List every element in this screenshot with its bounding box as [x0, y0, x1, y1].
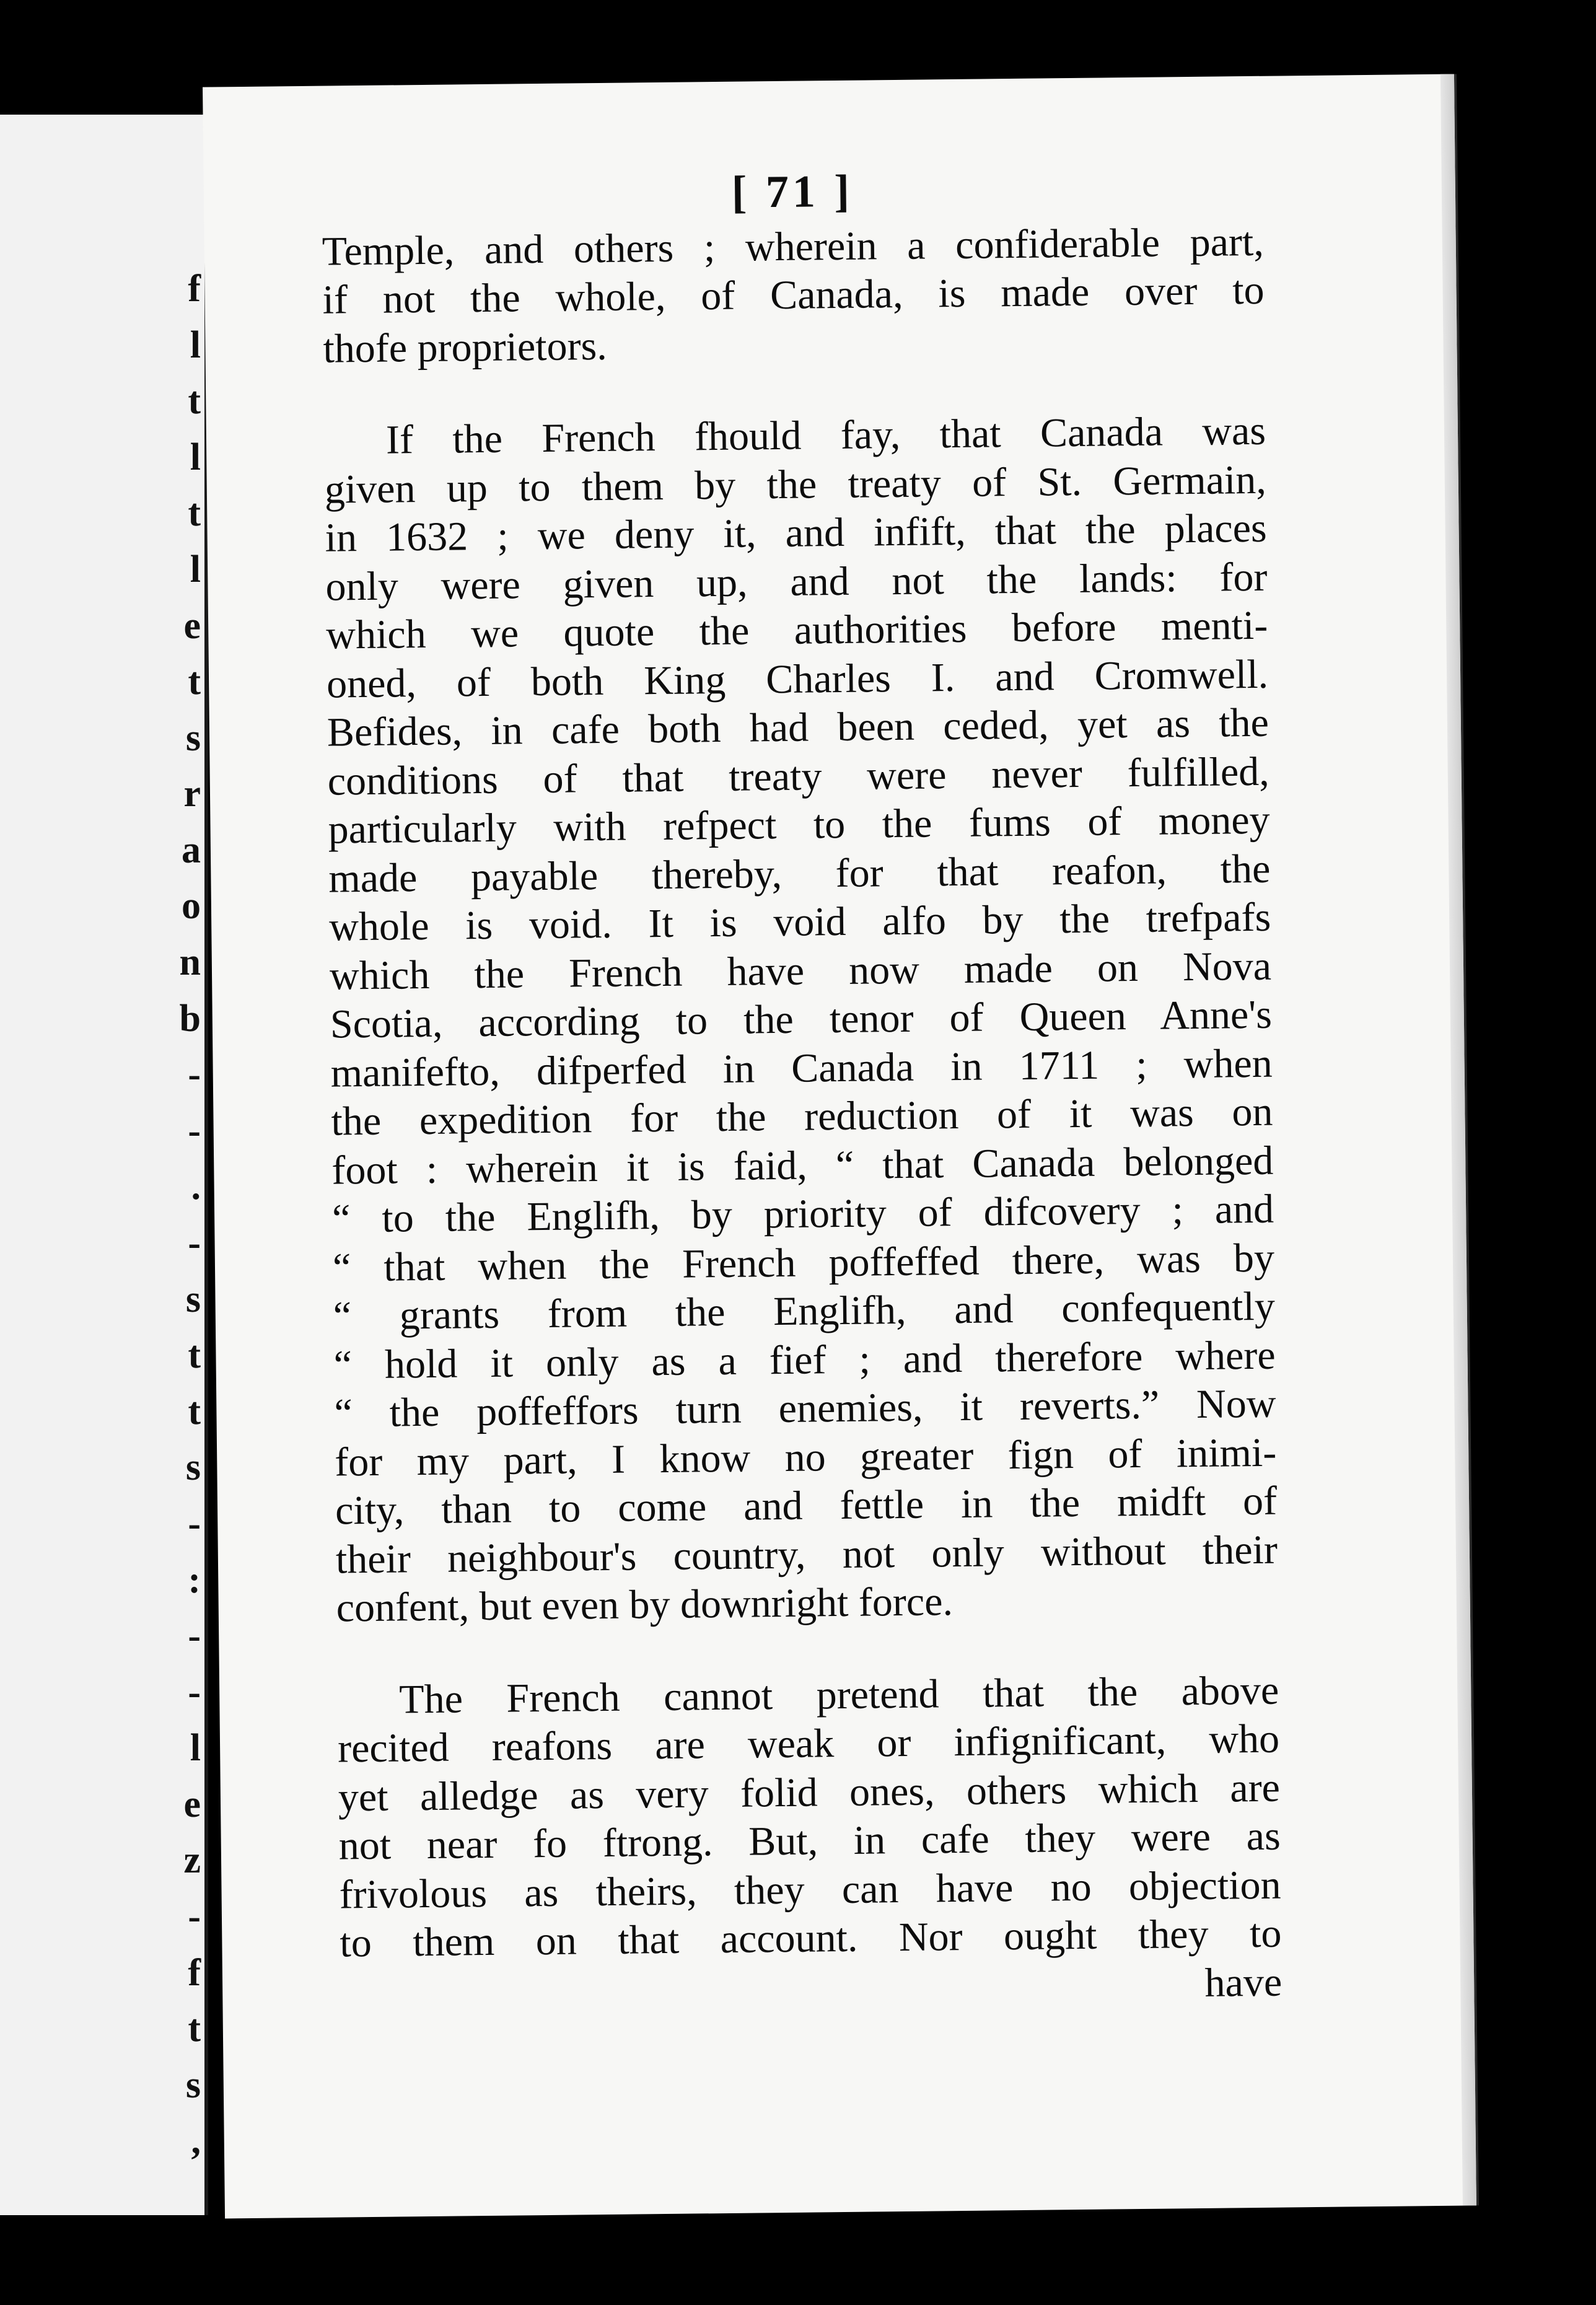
text-line: foot : wherein it is faid, “ that Canada belonged [331, 1138, 1274, 1193]
text-line: yet alledge as very folid ones, others which are [338, 1765, 1281, 1820]
previous-page-glyph: s [185, 1278, 201, 1320]
previous-page-glyph: - [188, 1109, 201, 1152]
book-page [203, 74, 1476, 2219]
previous-page-glyph: : [188, 1558, 201, 1601]
previous-page-glyph: f [188, 1951, 201, 1994]
previous-page-glyph: a [182, 828, 201, 871]
previous-page-glyph: - [188, 1671, 201, 1713]
text-line: Temple, and others ; wherein a confiderable part, [322, 219, 1265, 274]
text-line: the expedition for the reduction of it was on [331, 1089, 1273, 1144]
text-line: “ hold it only as a fief ; and therefore where [333, 1332, 1276, 1388]
previous-page-glyph: t [188, 380, 201, 423]
previous-page-glyph: e [183, 604, 201, 647]
text-line: particularly with refpect to the fums of money [328, 797, 1270, 853]
text-line: for my part, I know no greater fign of inimi- [334, 1429, 1277, 1485]
previous-page-glyph: l [190, 436, 201, 478]
text-line: thofe proprietors. [323, 323, 608, 372]
page-text-block [321, 163, 1282, 2017]
previous-page-glyph: t [188, 1390, 201, 1433]
paragraph [337, 1666, 1282, 1968]
previous-page-glyph: - [188, 1615, 201, 1657]
previous-page-glyph: t [188, 2008, 201, 2050]
text-line: only were given up, and not the lands: for [325, 554, 1268, 610]
text-line: The French cannot pretend that the above [398, 1667, 1279, 1722]
text-line: “ grants from the Englifh, and confequently [333, 1283, 1276, 1339]
previous-page-glyph: l [190, 548, 201, 591]
text-line: which we quote the authorities before menti- [325, 602, 1268, 658]
text-line: “ to the Englifh, by priority of difcovery ; and [331, 1186, 1274, 1242]
catchword: have [1204, 1959, 1282, 2006]
text-line: not near fo ftrong. But, in cafe they were as [338, 1813, 1281, 1869]
text-line: Befides, in cafe both had been ceded, yet as the [327, 700, 1269, 755]
previous-page-edge [0, 115, 208, 2215]
text-line: to them on that account. Nor ought they to [340, 1910, 1282, 1966]
page-edge-shadow [1440, 74, 1476, 2206]
text-line: in 1632 ; we deny it, and infift, that the places [325, 505, 1267, 561]
previous-page-glyph: - [188, 1222, 201, 1264]
text-line: “ the poffeffors turn enemies, it reverts.” Now [334, 1381, 1276, 1436]
previous-page-glyph: t [188, 1334, 201, 1377]
text-line: whole is void. It is void alfo by the trefpafs [328, 894, 1271, 950]
text-line: made payable thereby, for that reafon, the [328, 846, 1271, 902]
text-line: given up to them by the treaty of St. Germain, [324, 457, 1267, 512]
previous-page-glyph: - [188, 1053, 201, 1096]
paragraphs-container [322, 217, 1281, 1968]
text-line: which the French have now made on Nova [329, 943, 1272, 999]
previous-page-glyph: o [182, 885, 201, 928]
previous-page-glyph: l [190, 1727, 201, 1770]
text-line: frivolous as theirs, they can have no objection [339, 1862, 1281, 1918]
previous-page-glyph: n [179, 941, 201, 984]
previous-page-glyph: s [185, 1446, 201, 1489]
previous-page-glyph: - [188, 1502, 201, 1545]
text-line: their neighbour's country, not only without their [335, 1527, 1278, 1583]
text-line: oned, of both King Charles I. and Cromwell. [326, 651, 1269, 707]
text-line: conditions of that treaty were never fulfilled, [327, 749, 1270, 804]
paragraph [322, 217, 1265, 373]
previous-page-glyph: t [188, 661, 201, 703]
text-line: if not the whole, of Canada, is made over to [322, 267, 1265, 323]
previous-page-glyph: f [188, 268, 201, 310]
previous-page-glyph: . [191, 1166, 201, 1208]
previous-page-glyph: b [179, 997, 201, 1040]
previous-page-glyph: , [191, 2120, 201, 2162]
text-line: confent, but even by downright force. [336, 1579, 954, 1631]
text-line: “ that when the French poffeffed there, was by [332, 1235, 1275, 1291]
previous-page-glyph: r [183, 773, 201, 815]
page-number: [ 71 ] [731, 165, 854, 218]
paragraph [324, 407, 1278, 1633]
text-line: manifefto, difperfed in Canada in 1711 ; when [330, 1040, 1273, 1096]
text-line: city, than to come and fettle in the midft of [335, 1478, 1278, 1534]
previous-page-glyph: e [183, 1783, 201, 1825]
text-line: recited reafons are weak or infignificant, who [337, 1716, 1280, 1772]
text-line: Scotia, according to the tenor of Queen Anne's [330, 991, 1273, 1047]
previous-page-glyph: s [185, 2063, 201, 2106]
previous-page-glyph: s [185, 716, 201, 759]
text-line: If the French fhould fay, that Canada was [385, 408, 1266, 463]
previous-page-glyph: l [190, 323, 201, 366]
previous-page-glyph: - [188, 1895, 201, 1938]
previous-page-glyph: z [183, 1839, 201, 1882]
previous-page-glyph: t [188, 492, 201, 535]
